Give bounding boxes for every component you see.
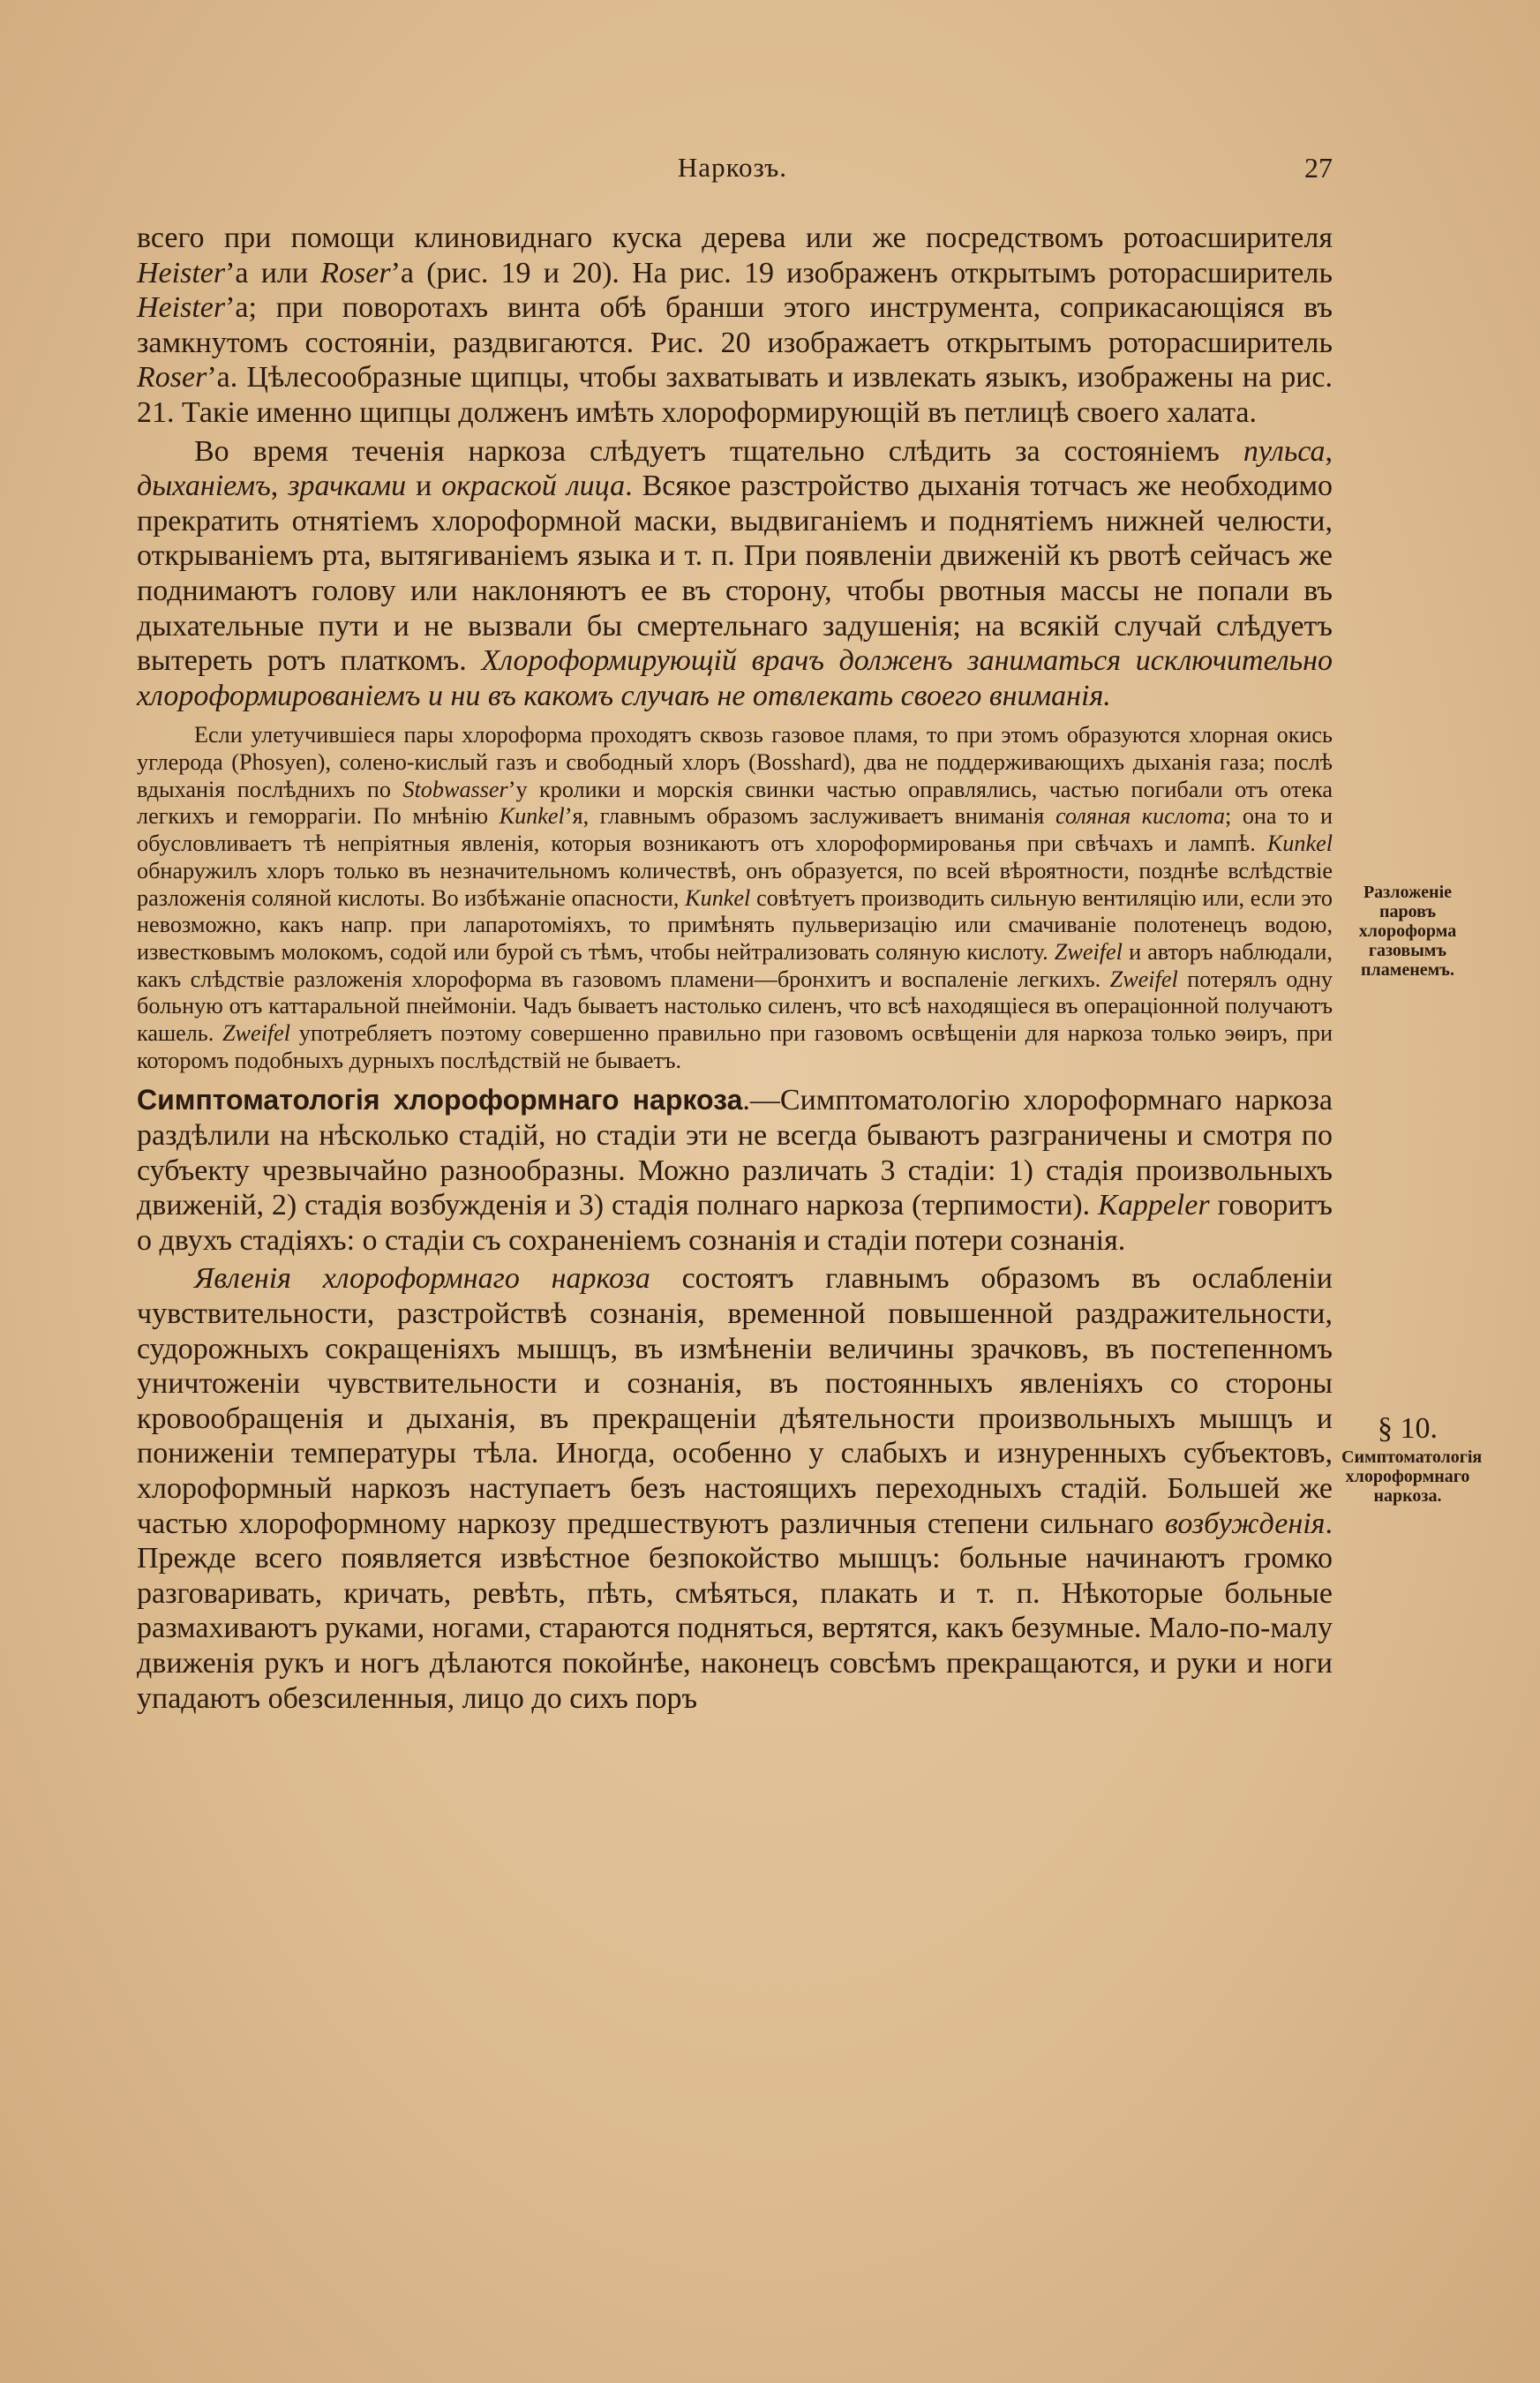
paragraph: всего при помощи клиновиднаго куска дерева или же посредствомъ ротоасширителя Heister’а или Roser’а (рис. 19 и 20). На рис. 19 изображенъ открытымъ роторасширитель Heister’a; при поворотахъ винта обѣ бранши этого инструмента, соприкасающіяся въ замкнутомъ состояніи, раздвигаются. Рис. 20 изображаетъ открытымъ роторасширитель Roser’а. Цѣлесообразные щипцы, чтобы захватывать и извлекать языкъ, изображены на рис. 21. Такіе именно щипцы долженъ имѣть хлороформирующій въ петлицѣ своего халата. [137,222,1333,429]
paragraph: Явленія хлороформнаго наркоза состоятъ главнымъ образомъ въ ослабленіи чувствительности, разстройствѣ сознанія, временной повышенной раздражительности, судорожныхъ сокращеніяхъ мышцъ, въ измѣненіи величины зрачковъ, въ постепенномъ уничтоженіи чувствительности и сознанія, въ постоянныхъ явленіяхъ со стороны кровообращенія и дыханія, въ прекращеніи дѣятельности произвольныхъ мышцъ и пониженіи температуры тѣла. Иногда, особенно у слабыхъ и изнуренныхъ субъектовъ, хлороформный наркозъ наступаетъ безъ настоящихъ переходныхъ стадій. Большей же частью хлороформному наркозу предшествуютъ различныя степени сильнаго возбужденія. Прежде всего появляется извѣстное безпокойство мышцъ: больные начинаютъ громко разговаривать, кричать, ревѣть, пѣть, смѣяться, плакать и т. п. Нѣкоторые больные размахиваютъ руками, ногами, стараются подняться, вертятся, какъ безумные. Мало-по-малу движенія рукъ и ногъ дѣлаются покойнѣе, наконецъ совсѣмъ прекращаются, и руки и ноги упадаютъ обезсиленныя, лицо до сихъ поръ [137,1262,1333,1715]
main-text [137,221,1333,1716]
margin-note-symptomatology: Симптоматологія хлороформнаго наркоза. [1341,1447,1483,1506]
small-print-note: Если улетучившіеся пары хлороформа проходятъ сквозь газовое пламя, то при этомъ образуются хлорная окись углерода (Phosyen), солено-кислый газъ и свободный хлоръ (Bosshard), два не поддерживающихъ дыханія газа; послѣ вдыханія послѣднихъ по Stobwasser’у кролики и морскія свинки частью оправлялись, частью погибали отъ отека легкихъ и геморрагіи. По мнѣнію Kunkel’я, главнымъ образомъ заслуживаетъ вниманія соляная кислота; она то и обусловливаетъ тѣ непріятныя явленія, которыя возникаютъ отъ хлороформированья при свѣчахъ и лампѣ. Kunkel обнаружилъ хлоръ только въ незначительномъ количествѣ, онъ образуется, по всей вѣроятности, позднѣе вслѣдствіе разложенія соляной кислоты. Во избѣжаніе опасности, Kunkel совѣтуетъ производить сильную вентиляцію или, если это невозможно, какъ напр. при лапаротоміяхъ, то примѣнять пульверизацію или смачиваніе полотенецъ водою, известковымъ молокомъ, содой или бурой съ тѣмъ, чтобы нейтрализовать соляную кислоту. Zweifel и авторъ наблюдали, какъ слѣдствіе разложенія хлороформа въ газовомъ пламени—бронхитъ и воспаленіе легкихъ. Zweifel потерялъ одну больную отъ каттаральной пнеймоніи. Чадъ бываетъ настолько силенъ, что всѣ находящіеся въ операціонной получаютъ кашель. Zweifel употребляетъ поэтому совершенно правильно при газовомъ освѣщеніи для наркоза только эѳиръ, при которомъ подобныхъ дурныхъ послѣдствій не бываетъ. [137,722,1333,1073]
page-number: 27 [1304,152,1333,184]
margin-note-decomposition: Разложеніе паровъ хлороформа газовымъ пламенемъ. [1358,883,1457,980]
paragraph: Во время теченія наркоза слѣдуетъ тщательно слѣдить за состояніемъ пульса, дыханіемъ, зрачками и окраской лица. Всякое разстройство дыханія тотчасъ же необходимо прекратить отнятіемъ хлороформной маски, выдвиганіемъ и поднятіемъ нижней челюсти, открываніемъ рта, вытягиваніемъ языка и т. п. При появленіи движеній къ рвотѣ сейчасъ же поднимаютъ голову или наклоняютъ ее въ сторону, чтобы рвотныя массы не попали въ дыхательные пути и не вызвали бы смертельнаго задушенія; на всякій случай слѣдуетъ вытереть ротъ платкомъ. Хлороформирующій врачъ долженъ заниматься исключительно хлороформированіемъ и ни въ какомъ случаѣ не отвлекать своего вниманія. [137,434,1333,712]
section-paragraph: Симптоматологія хлороформнаго наркоза.—Симптоматологію хлороформнаго наркоза раздѣлили на нѣсколько стадій, но стадіи эти не всегда бываютъ разграничены и смотря по субъекту чрезвычайно разнообразны. Можно различать 3 стадіи: 1) стадія произвольныхъ движеній, 2) стадія возбужденія и 3) стадія полнаго наркоза (терпимости). Kappeler говоритъ о двухъ стадіяхъ: о стадіи съ сохраненіемъ сознанія и стадіи потери сознанія. [137,1084,1333,1257]
section-number: § 10. [1378,1412,1438,1445]
page-header [132,152,1333,196]
running-title: Наркозъ. [677,152,788,183]
section-heading: Симптоматологія хлороформнаго наркоза [137,1084,743,1116]
